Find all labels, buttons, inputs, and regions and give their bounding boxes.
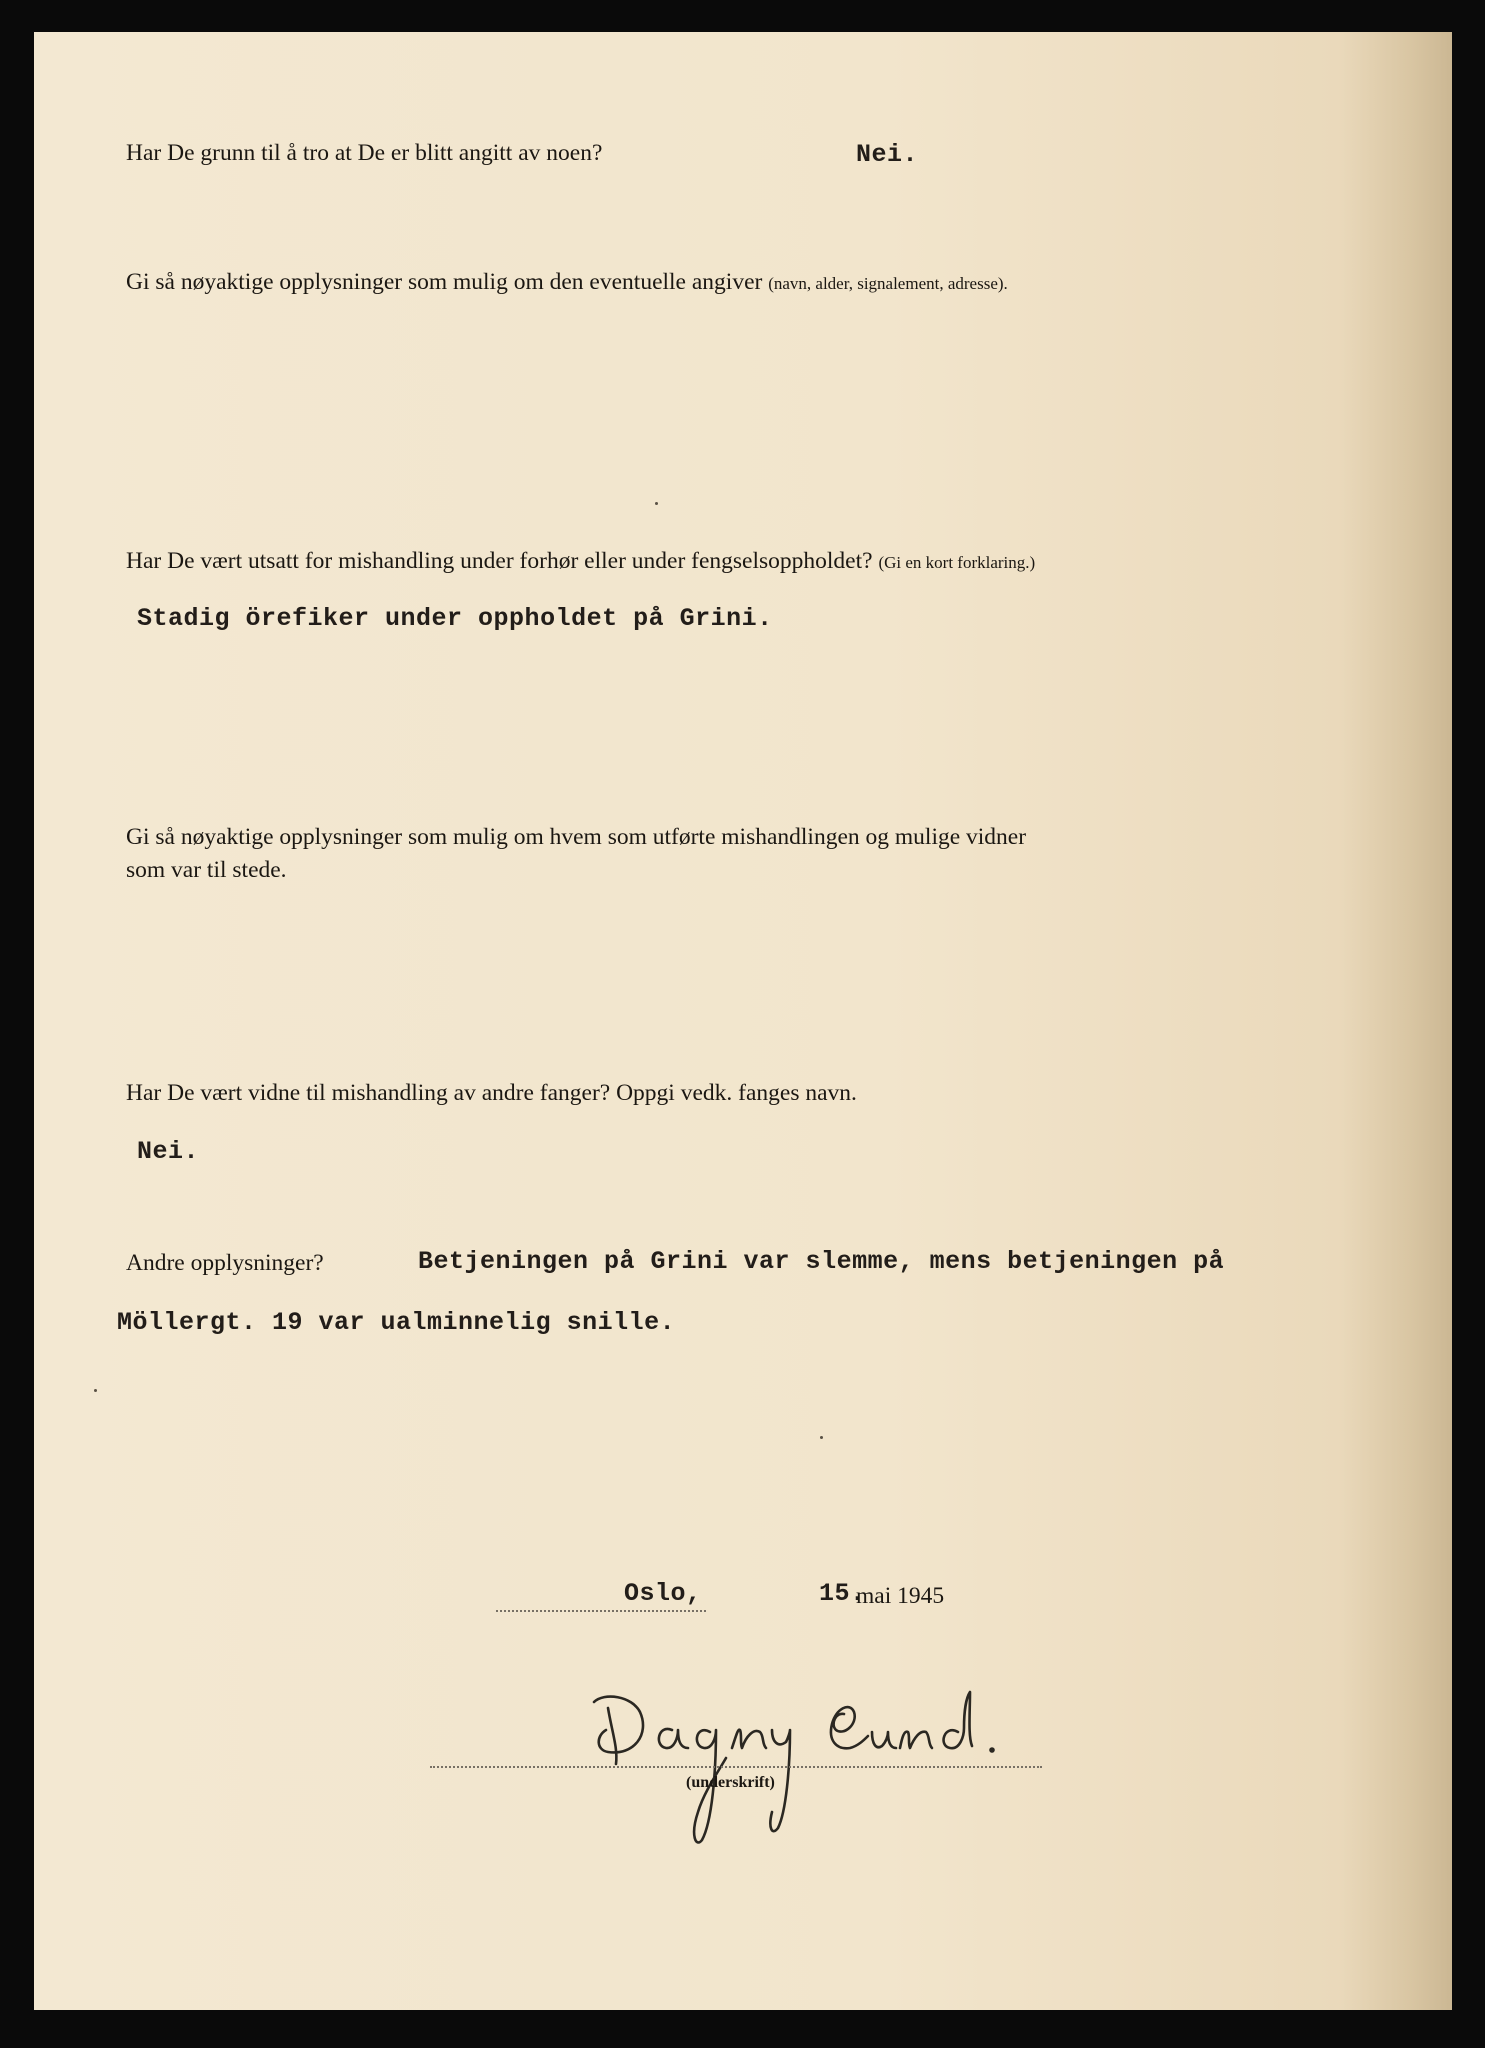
question-angiver-hint: (navn, alder, signalement, adresse).	[768, 274, 1008, 293]
answer-angitt: Nei.	[856, 140, 919, 169]
answer-other-info-line1: Betjeningen på Grini var slemme, mens betjeningen på	[418, 1247, 1225, 1276]
question-mishandling	[126, 548, 1035, 575]
question-angiver-details	[126, 269, 1008, 296]
date-dotted-line	[496, 1610, 706, 1612]
answer-other-info-line2: Möllergt. 19 var ualminnelig snille.	[117, 1308, 676, 1337]
question-angiver-text: Gi så nøyaktige opplysninger som mulig om den eventuelle angiver	[126, 269, 763, 295]
question-other-info: Andre opplysninger?	[126, 1250, 324, 1276]
ink-speck	[655, 502, 658, 505]
date-place: Oslo,	[624, 1579, 702, 1608]
answer-mishandling: Stadig örefiker under oppholdet på Grini.	[137, 604, 773, 633]
question-perpetrators-line2: som var til stede.	[126, 857, 287, 883]
bleed-through	[384, 342, 397, 367]
date-day: 15.	[819, 1579, 866, 1608]
question-mishandling-hint: (Gi en kort forklaring.)	[878, 553, 1036, 572]
ink-speck	[820, 1436, 823, 1439]
question-angitt	[126, 140, 602, 167]
question-perpetrators-line1: Gi så nøyaktige opplysninger som mulig om hvem som utførte mishandlingen og mulige vidner	[126, 824, 1027, 850]
question-mishandling-text: Har De vært utsatt for mishandling under forhør eller under fengselsoppholdet?	[126, 548, 873, 574]
ink-speck	[94, 1389, 97, 1392]
question-angitt-text: Har De grunn til å tro at De er blitt angitt av noen?	[126, 140, 603, 166]
signature-label: (underskrift)	[686, 1774, 775, 1791]
date-month-year: mai 1945	[856, 1583, 945, 1609]
signature-dotted-line	[430, 1766, 1042, 1768]
document-page	[34, 32, 1452, 2010]
question-witness: Har De vært vidne til mishandling av andre fanger? Oppgi vedk. fanges navn.	[126, 1080, 857, 1106]
answer-witness: Nei.	[137, 1137, 200, 1166]
